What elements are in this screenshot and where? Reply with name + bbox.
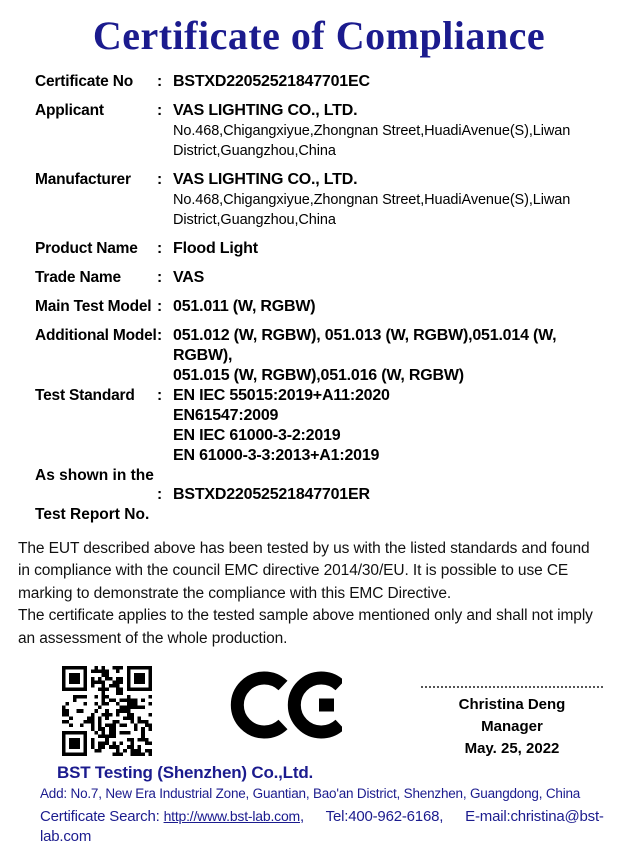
manufacturer-label: Manufacturer [35,171,131,188]
certificate-no-label: Certificate No [35,73,133,90]
field-manufacturer [35,170,618,230]
ce-mark [230,670,342,745]
colon: : [157,102,163,119]
test-report-label-line1: As shown in the [35,467,154,484]
colon: : [157,298,163,315]
certificate-search-line [40,806,618,847]
applicant-label: Applicant [35,102,104,119]
signature-date: May. 25, 2022 [464,740,560,758]
manufacturer-address-line: No.468,Chigangxiyue,Zhongnan Street,HuadiAvenue(S),Liwan [173,192,571,208]
issuer-address: Add: No.7, New Era Industrial Zone, Guantian, Bao'an District, Shenzhen, Guangdong, China [40,786,581,801]
test-report-value-row [35,485,618,505]
additional-model-line: 051.015 (W, RGBW),051.016 (W, RGBW) [173,367,464,384]
colon: : [157,171,163,188]
test-standard-line: EN61547:2009 [173,407,279,424]
field-applicant [35,101,618,161]
certificate-search-link[interactable]: http://www.bst-lab.com [163,808,300,824]
certificate-title: Certificate of Compliance [92,13,546,58]
field-main-test-model [35,297,618,317]
colon: : [157,486,163,503]
test-standard-line: EN IEC 61000-3-2:2019 [173,427,341,444]
separator: , [439,808,444,825]
test-standard-label: Test Standard [35,387,135,404]
statement-line: marking to demonstrate the compliance with this EMC Directive. [18,584,452,602]
signature-block [417,686,607,760]
statement-paragraph [18,538,618,650]
test-standard-line: EN IEC 55015:2019+A11:2020 [173,387,390,404]
product-name-value: Flood Light [173,240,258,257]
issuer-company-name: BST Testing (Shenzhen) Co.,Ltd. [57,763,314,782]
field-additional-model [35,326,618,386]
manufacturer-value [173,170,618,230]
manufacturer-name: VAS LIGHTING CO., LTD. [173,171,358,188]
colon: : [157,387,163,404]
ce-mark-icon [230,670,342,740]
field-trade-name [35,268,618,288]
additional-model-label: Additional Model [35,327,157,344]
signature-role: Manager [481,718,543,736]
colon: : [157,73,163,90]
statement-line: The certificate applies to the tested sample above mentioned only and shall not imply [18,607,593,625]
test-standard-line: EN 61000-3-3:2013+A1:2019 [173,447,380,464]
additional-model-value [173,326,618,386]
statement-line: in compliance with the council EMC directive 2014/30/EU. It is possible to use CE [18,562,569,580]
colon: : [157,269,163,286]
qr-code [62,666,152,756]
separator: , [300,808,304,825]
field-test-standard [35,386,618,466]
issuer-footer [40,762,618,847]
qr-code-icon [62,666,152,756]
statement-line: an assessment of the whole production. [18,629,288,647]
colon: : [157,327,163,344]
product-name-label: Product Name [35,240,138,257]
additional-model-line: 051.012 (W, RGBW), 051.013 (W, RGBW),051.014 (W, RGBW), [173,327,557,364]
certificate-fields [20,72,618,524]
test-report-label-line2: Test Report No. [35,506,150,523]
trade-name-label: Trade Name [35,269,121,286]
applicant-name: VAS LIGHTING CO., LTD. [173,102,358,119]
manufacturer-address-line: District,Guangzhou,China [173,212,336,228]
applicant-value [173,101,618,161]
field-product-name [35,239,618,259]
signature-dotted-line [421,686,603,688]
field-test-report-no [35,466,618,524]
test-report-value: BSTXD22052521847701ER [173,486,370,503]
main-test-model-value: 051.011 (W, RGBW) [173,298,316,315]
issuer-email: E-mail:christina@bst-lab.com [40,808,604,845]
issuer-tel: Tel:400-962-6168 [325,808,440,825]
applicant-address-line: No.468,Chigangxiyue,Zhongnan Street,HuadiAvenue(S),Liwan [173,123,571,139]
marks-and-signature-row [20,666,618,766]
certificate-search-label: Certificate Search: [40,808,160,825]
main-test-model-label: Main Test Model [35,298,152,315]
signature-name: Christina Deng [458,696,566,714]
trade-name-value: VAS [173,269,205,286]
applicant-address-line: District,Guangzhou,China [173,143,336,159]
test-standard-value [173,386,618,466]
statement-line: The EUT described above has been tested by us with the listed standards and found [18,540,590,557]
field-certificate-no [35,72,618,92]
certificate-no-value: BSTXD22052521847701EC [173,73,370,90]
colon: : [157,240,163,257]
